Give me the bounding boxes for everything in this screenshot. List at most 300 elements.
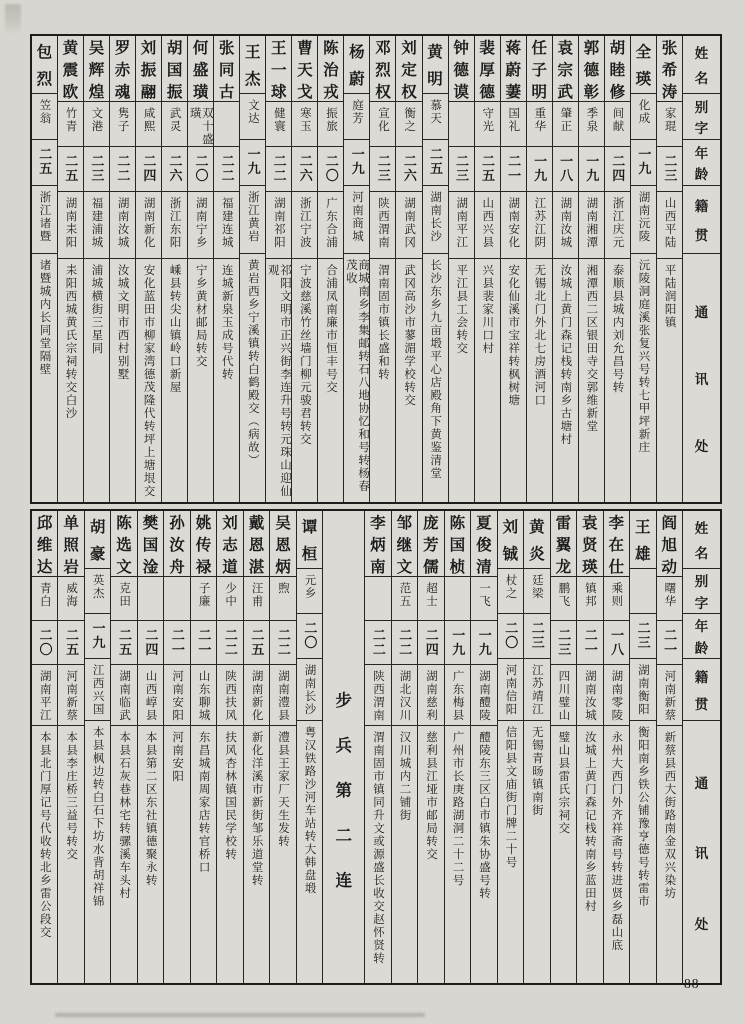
name-cell: 陈 国 桢 [445, 511, 470, 577]
native-place-cell: 山西平陆 [657, 192, 682, 259]
courtesy-name-cell: 国礼 [501, 102, 526, 147]
name-cell: 刘 志 道 [217, 511, 242, 577]
native-place-cell: 河南信阳 [498, 659, 523, 721]
person-column [135, 36, 161, 502]
name-cell: 张 同 古 [214, 36, 239, 102]
address-cell: 永州大西门外齐祥斋号转进贤乡磊山底 [610, 730, 623, 952]
person-column [269, 511, 295, 983]
name-cell: 黄 炎 [524, 511, 549, 569]
age-cell: 二三 [84, 147, 109, 192]
name-cell: 胡 豪 [85, 511, 110, 569]
person-column [57, 36, 83, 502]
courtesy-name-cell [164, 577, 189, 621]
person-column [32, 511, 57, 983]
person-column [190, 511, 216, 983]
native-place-cell: 湖南耒阳 [58, 192, 83, 259]
name-cell: 张 希 涛 [657, 36, 682, 102]
roster-table-top [30, 34, 722, 504]
courtesy-name-cell [365, 577, 390, 621]
native-place-cell: 湖北汉川 [392, 665, 417, 726]
person-column [448, 36, 474, 502]
person-column [391, 511, 417, 983]
native-place-cell: 广东合浦 [318, 192, 343, 259]
address-cell: 慈利县江垭市邮局转交 [424, 730, 437, 861]
age-cell: 二二 [392, 621, 417, 665]
person-column [243, 511, 269, 983]
person-column [550, 511, 576, 983]
address-cell: 东昌城南周家店转官桥口 [197, 730, 210, 874]
address-cell: 粤汉铁路沙河车站转大韩盘塅 [303, 726, 316, 895]
native-place-cell: 陕西扶风 [217, 665, 242, 726]
address-cell: 汝城上黄门森记栈转南乡蓝田村 [583, 730, 596, 913]
native-place-cell: 湖南宁乡 [188, 192, 213, 259]
name-cell: 孙 汝 舟 [164, 511, 189, 577]
person-column [630, 36, 656, 502]
page-number: 88 [684, 976, 700, 991]
native-place-cell: 河南新蔡 [58, 665, 83, 726]
native-place-cell: 湖南临武 [111, 665, 136, 726]
native-place-cell: 湖南汝城 [577, 665, 602, 726]
person-column [57, 511, 83, 983]
native-place-cell: 湖南沅陵 [631, 186, 656, 254]
address-cell: 合浦凤南廉市恒丰号交 [324, 263, 337, 394]
name-cell: 胡 国 振 [162, 36, 187, 102]
age-cell: 二五 [58, 147, 83, 192]
age-cell: 一九 [631, 140, 656, 186]
age-cell: 一九 [344, 140, 369, 186]
native-place-cell: 广东梅县 [445, 665, 470, 726]
header-cell-别字: 别 字 [683, 94, 720, 140]
native-place-cell: 湖南汝城 [110, 192, 135, 259]
person-column [239, 36, 265, 502]
courtesy-name-cell [445, 577, 470, 621]
address-cell: 汝城文明市西村别墅 [116, 263, 129, 381]
age-cell: 二五 [475, 147, 500, 192]
age-cell: 二三 [630, 614, 655, 659]
address-cell: 平陆润阳镇 [663, 263, 676, 329]
native-place-cell: 福建连城 [214, 192, 239, 259]
courtesy-name-cell: 宣化 [370, 102, 395, 147]
address-cell: 兴县裴家川口村 [481, 263, 494, 355]
name-cell: 刘 定 权 [396, 36, 421, 102]
age-cell: 一八 [604, 621, 629, 665]
age-cell: 二三 [370, 147, 395, 192]
name-cell: 李 炳 南 [365, 511, 390, 577]
person-column [604, 36, 630, 502]
age-cell: 一九 [471, 621, 496, 665]
name-cell: 邱 维 达 [32, 511, 57, 577]
address-cell: 武冈高沙市蓼湄学校转交 [403, 263, 416, 407]
age-cell: 二四 [605, 147, 630, 192]
courtesy-name-cell: 肇正 [553, 102, 578, 147]
courtesy-name-cell: 子廉 [191, 577, 216, 621]
courtesy-name-cell: 英杰 [85, 569, 110, 614]
person-column [109, 36, 135, 502]
courtesy-name-cell: 超士 [418, 577, 443, 621]
person-column [656, 36, 682, 502]
native-place-cell: 湖南澧县 [270, 665, 295, 726]
age-cell: 二〇 [297, 614, 322, 659]
address-cell: 浦城横街三星同 [90, 263, 103, 355]
courtesy-name-cell: 镇邦 [577, 577, 602, 621]
native-place-cell: 江苏江阴 [527, 192, 552, 259]
courtesy-name-cell: 廷梁 [524, 569, 549, 614]
age-cell: 二五 [244, 621, 269, 665]
address-cell: 黄岩西乡宁溪镇转白鹤殿交（病故） [246, 259, 259, 467]
native-place-cell: 河南安阳 [164, 665, 189, 726]
person-column [291, 36, 317, 502]
native-place-cell: 河南新蔡 [657, 665, 682, 726]
address-cell: 平江县工会转交 [455, 263, 468, 355]
age-cell: 二五 [111, 621, 136, 665]
age-cell: 二五 [58, 621, 83, 665]
person-column [444, 511, 470, 983]
name-cell: 刘 振 翮 [136, 36, 161, 102]
person-column [629, 511, 655, 983]
age-cell: 二六 [162, 147, 187, 192]
age-cell: 二二 [110, 147, 135, 192]
courtesy-name-cell: 鹏飞 [551, 577, 576, 621]
header-cell-姓名: 姓 名 [683, 511, 720, 569]
courtesy-name-cell: 隽子 [110, 102, 135, 147]
courtesy-name-cell: 笠翁 [32, 94, 57, 140]
age-cell: 二一 [657, 621, 682, 665]
age-cell: 二四 [136, 147, 161, 192]
address-cell: 无锡青旸镇南街 [530, 726, 543, 817]
native-place-cell: 浙江黄岩 [240, 186, 265, 254]
person-column [163, 511, 189, 983]
address-cell: 河南安阳 [171, 730, 184, 783]
name-cell: 罗 赤 魂 [110, 36, 135, 102]
address-cell: 本县北门厚记号代收转北乡雷公段交 [38, 730, 51, 939]
name-cell: 袁 宗 武 [553, 36, 578, 102]
address-cell: 扶风杏林镇国民学校转 [224, 730, 237, 861]
age-cell: 二三 [551, 621, 576, 665]
scan-edge-shadow [55, 1013, 425, 1017]
age-cell: 一九 [445, 621, 470, 665]
native-place-cell: 江苏靖江 [524, 659, 549, 721]
name-cell: 包 烈 [32, 36, 57, 94]
name-cell: 杨 蔚 [344, 36, 369, 94]
person-column [83, 36, 109, 502]
age-cell: 二五 [32, 140, 57, 186]
address-cell: 汝城上黄门森记栈转南乡古塘村 [559, 263, 572, 446]
address-cell: 醴陵东三区白市镇朱协盛号转 [477, 730, 490, 900]
age-cell: 二四 [418, 621, 443, 665]
header-cell-年龄: 年 龄 [683, 614, 720, 659]
native-place-cell: 四川璧山 [551, 665, 576, 726]
name-cell: 胡 睦 修 [605, 36, 630, 102]
header-cell-别字: 别 字 [683, 569, 720, 614]
courtesy-name-cell [138, 577, 163, 621]
age-cell: 二一 [191, 621, 216, 665]
person-column [470, 511, 496, 983]
age-cell: 二六 [292, 147, 317, 192]
courtesy-name-cell: 双十盛璜 [188, 102, 213, 147]
courtesy-name-cell: 威海 [58, 577, 83, 621]
age-cell: 二一 [164, 621, 189, 665]
age-cell: 一九 [240, 140, 265, 186]
address-cell: 安化蓝田市柳家湾德茂隆代转坪上塘垠交 [142, 263, 155, 498]
native-place-cell: 山西兴县 [475, 192, 500, 259]
courtesy-name-cell: 一飞 [471, 577, 496, 621]
courtesy-name-cell: 守光 [475, 102, 500, 147]
age-cell: 二三 [524, 614, 549, 659]
header-cell-姓名: 姓 名 [683, 36, 720, 94]
age-cell: 二二 [270, 621, 295, 665]
address-cell: 嵊县转尖山镇岭口新屋 [168, 263, 181, 394]
age-cell: 二四 [138, 621, 163, 665]
courtesy-name-cell: 青白 [32, 577, 57, 621]
address-cell: 连城新泉玉成号代转 [220, 263, 233, 381]
address-cell: 耒阳西城黄氏宗祠转交白沙 [64, 263, 77, 420]
courtesy-name-cell: 乘则 [604, 577, 629, 621]
courtesy-name-cell: 衡之 [396, 102, 421, 147]
person-column [526, 36, 552, 502]
native-place-cell: 福建浦城 [84, 192, 109, 259]
header-column [682, 511, 720, 983]
courtesy-name-cell [449, 102, 474, 147]
native-place-cell: 浙江宁波 [292, 192, 317, 259]
name-cell: 庞 芳 儒 [418, 511, 443, 577]
native-place-cell: 湖南武冈 [396, 192, 421, 259]
courtesy-name-cell: 文港 [84, 102, 109, 147]
name-cell: 单 照 岩 [58, 511, 83, 577]
native-place-cell: 湖南零陵 [604, 665, 629, 726]
native-place-cell: 湖南醴陵 [471, 665, 496, 726]
header-cell-籍贯: 籍 贯 [683, 659, 720, 721]
scan-artifact [5, 4, 21, 34]
person-column [552, 36, 578, 502]
courtesy-name-cell [214, 102, 239, 147]
courtesy-name-cell: 振旅 [318, 102, 343, 147]
name-cell: 何 盛 璜 [188, 36, 213, 102]
courtesy-name-cell: 化成 [631, 94, 656, 140]
age-cell: 二二 [266, 147, 291, 192]
address-cell: 沅陵洞庭溪张复兴号转七甲坪新庄 [637, 259, 650, 454]
name-cell: 李 在 仕 [604, 511, 629, 577]
name-cell: 王 一 球 [266, 36, 291, 102]
person-column [474, 36, 500, 502]
name-cell: 郭 德 彰 [579, 36, 604, 102]
name-cell: 刘 铖 [498, 511, 523, 569]
address-cell: 泰顺县城内刘允昌号转 [611, 263, 624, 394]
native-place-cell: 湖南安化 [501, 192, 526, 259]
address-cell: 祁阳文明市正兴街李连升号转元珠山迎仙观 [266, 263, 291, 498]
native-place-cell: 山西崞县 [138, 665, 163, 726]
person-column [523, 511, 549, 983]
native-place-cell: 浙江庆元 [605, 192, 630, 259]
name-cell: 曹 天 戈 [292, 36, 317, 102]
native-place-cell: 湖南新化 [136, 192, 161, 259]
age-cell: 二〇 [318, 147, 343, 192]
person-column [296, 511, 322, 983]
name-cell: 樊 国 淦 [138, 511, 163, 577]
header-cell-年龄: 年 龄 [683, 140, 720, 186]
address-cell: 汉川城内二铺街 [398, 730, 411, 822]
address-cell: 本县枫边转白石下坊水背胡祥锦 [91, 726, 104, 908]
header-cell-籍贯: 籍 贯 [683, 186, 720, 254]
header-column [682, 36, 720, 502]
name-cell: 王 雄 [630, 511, 655, 569]
address-cell: 宁乡黄材邮局转交 [194, 263, 207, 368]
age-cell: 二五 [423, 140, 448, 186]
address-cell: 广州市长庚路湖洞二十二号 [451, 730, 464, 887]
native-place-cell: 湖南长沙 [297, 659, 322, 721]
courtesy-name-cell: 健寰 [266, 102, 291, 147]
name-cell: 雷 翼 龙 [551, 511, 576, 577]
native-place-cell: 湖南衡阳 [630, 659, 655, 721]
age-cell: 一九 [527, 147, 552, 192]
name-cell: 全 瑛 [631, 36, 656, 94]
address-cell: 商城南乡李集邮转石八地协忆和号转杨春茂收 [344, 259, 370, 493]
person-column [265, 36, 291, 502]
person-column [343, 36, 369, 502]
address-cell: 湘潭西二区银田寺交郭维新堂 [585, 263, 598, 433]
native-place-cell: 湖南湘潭 [579, 192, 604, 259]
age-cell: 一九 [579, 147, 604, 192]
person-column [395, 36, 421, 502]
courtesy-name-cell: 重华 [527, 102, 552, 147]
native-place-cell: 河南商城 [344, 186, 369, 254]
courtesy-name-cell: 文达 [240, 94, 265, 140]
name-cell: 陈 治 戎 [318, 36, 343, 102]
name-cell: 谭 桓 [297, 511, 322, 569]
person-column [500, 36, 526, 502]
person-column [317, 36, 343, 502]
courtesy-name-cell: 家琨 [657, 102, 682, 147]
age-cell: 二〇 [32, 621, 57, 665]
name-cell: 王 杰 [240, 36, 265, 94]
address-cell: 衡阳南乡铁公铺豫亨德号转雷市 [636, 726, 649, 908]
person-column [110, 511, 136, 983]
native-place-cell: 湖南平江 [449, 192, 474, 259]
address-cell: 渭南固市镇长盛和转 [377, 263, 390, 381]
person-column [216, 511, 242, 983]
person-column [32, 36, 57, 502]
person-column [364, 511, 390, 983]
header-cell-通讯处: 通 讯 处 [694, 305, 709, 454]
name-cell: 阎 旭 动 [657, 511, 682, 577]
age-cell: 二二 [217, 621, 242, 665]
age-cell: 二三 [449, 147, 474, 192]
age-cell: 二〇 [188, 147, 213, 192]
age-cell: 二一 [577, 621, 602, 665]
name-cell: 姚 传 禄 [191, 511, 216, 577]
age-cell: 二二 [365, 621, 390, 665]
courtesy-name-cell: 煦 [270, 577, 295, 621]
courtesy-name-cell: 寒玉 [292, 102, 317, 147]
person-column [137, 511, 163, 983]
age-cell: 一九 [85, 614, 110, 659]
address-cell: 本县石灰巷林宅转骡溪车头村 [118, 730, 131, 900]
name-cell: 裴 厚 德 [475, 36, 500, 102]
person-column [213, 36, 239, 502]
age-cell: 二一 [501, 147, 526, 192]
person-column [187, 36, 213, 502]
courtesy-name-cell: 武灵 [162, 102, 187, 147]
courtesy-name-cell: 竹青 [58, 102, 83, 147]
courtesy-name-cell: 元乡 [297, 569, 322, 614]
name-cell: 黄 震 欧 [58, 36, 83, 102]
person-column [417, 511, 443, 983]
native-place-cell: 江西兴国 [85, 659, 110, 721]
person-column [656, 511, 682, 983]
age-cell: 二二 [214, 147, 239, 192]
native-place-cell: 陕西渭南 [365, 665, 390, 726]
header-cell-通讯处: 通 讯 处 [694, 775, 709, 932]
courtesy-name-cell: 克田 [111, 577, 136, 621]
address-cell: 长沙东乡九亩塅平心店殿角下黄鉴清堂 [429, 259, 442, 480]
courtesy-name-cell: 间献 [605, 102, 630, 147]
age-cell: 二六 [396, 147, 421, 192]
name-cell: 任 子 明 [527, 36, 552, 102]
name-cell: 吴 辉 煌 [84, 36, 109, 102]
courtesy-name-cell: 范五 [392, 577, 417, 621]
address-cell: 本县第二区东社镇德聚永转 [144, 730, 157, 887]
person-column [578, 36, 604, 502]
name-cell: 陈 选 文 [111, 511, 136, 577]
name-cell: 邓 烈 权 [370, 36, 395, 102]
native-place-cell: 湖南长沙 [423, 186, 448, 254]
address-cell: 宁波慈溪竹丝墙门柳元骏君转交 [298, 263, 311, 446]
address-cell: 澧县王家厂天生发转 [277, 730, 290, 848]
name-cell: 袁 贤 瑛 [577, 511, 602, 577]
address-cell: 璧山县雷氏宗祠交 [557, 730, 570, 835]
person-column [497, 511, 523, 983]
courtesy-name-cell: 季泉 [579, 102, 604, 147]
name-cell: 吴 恩 炳 [270, 511, 295, 577]
roster-table-bottom [30, 509, 722, 985]
address-cell: 渭南固市镇同升文或源盛长收交赵怀贤转 [372, 730, 385, 965]
native-place-cell: 湖南新化 [244, 665, 269, 726]
courtesy-name-cell: 少中 [217, 577, 242, 621]
native-place-cell: 湖南祁阳 [266, 192, 291, 259]
person-column [422, 36, 448, 502]
native-place-cell: 浙江东阳 [162, 192, 187, 259]
address-cell: 本县李庄桥三益号转交 [65, 730, 78, 861]
courtesy-name-cell: 曙华 [657, 577, 682, 621]
age-cell: 一八 [553, 147, 578, 192]
address-cell: 信阳县文庙街门牌二十号 [504, 726, 517, 869]
courtesy-name-cell: 慕天 [423, 94, 448, 140]
address-cell: 无锡北门外北七房酒河口 [533, 263, 546, 407]
name-cell: 邹 继 文 [392, 511, 417, 577]
courtesy-name-cell: 杖之 [498, 569, 523, 614]
section-divider-column: 步 兵 第 二 连 [322, 511, 364, 983]
age-cell: 二三 [657, 147, 682, 192]
native-place-cell: 湖南平江 [32, 665, 57, 726]
courtesy-name-cell: 咸熙 [136, 102, 161, 147]
address-cell: 诸暨城内长同堂隔壁 [38, 259, 51, 376]
name-cell: 夏 俊 清 [471, 511, 496, 577]
person-column [603, 511, 629, 983]
person-column [161, 36, 187, 502]
name-cell: 黄 明 [423, 36, 448, 94]
address-cell: 新蔡县西大街路南金双兴染坊 [663, 730, 676, 900]
person-column [84, 511, 110, 983]
native-place-cell: 湖南慈利 [418, 665, 443, 726]
name-cell: 蒋 蔚 萋 [501, 36, 526, 102]
native-place-cell: 湖南汝城 [553, 192, 578, 259]
native-place-cell: 陕西渭南 [370, 192, 395, 259]
address-cell: 新化洋溪市新街邹乐道堂转 [250, 730, 263, 887]
courtesy-name-cell [630, 569, 655, 614]
person-column [576, 511, 602, 983]
native-place-cell: 浙江诸暨 [32, 186, 57, 254]
name-cell: 钟 德 谟 [449, 36, 474, 102]
courtesy-name-cell: 汪甫 [244, 577, 269, 621]
